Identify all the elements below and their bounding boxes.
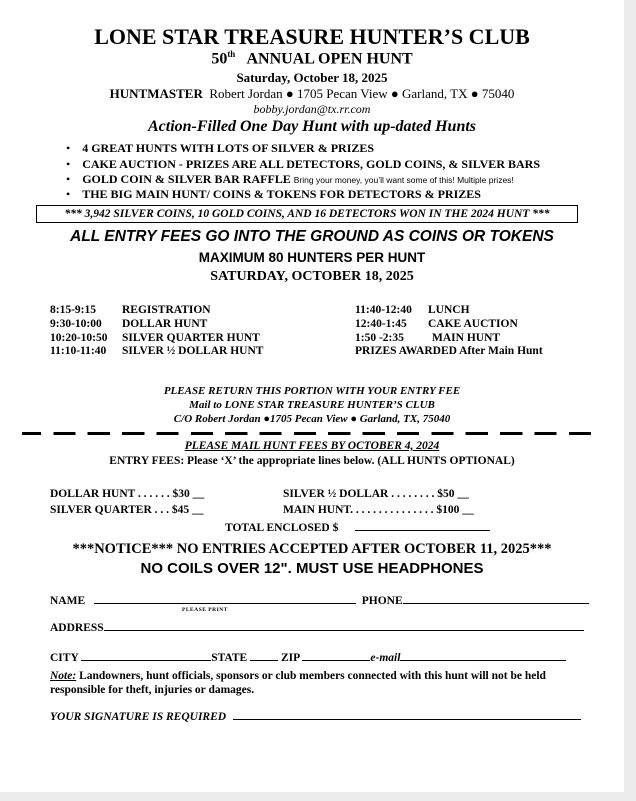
phone-label: PHONE: [361, 595, 403, 607]
name-field[interactable]: NAME PHONE: [50, 595, 589, 607]
schedule-row: 11:10-11:40 SILVER ½ DOLLAR HUNT: [50, 345, 264, 357]
total-enclosed[interactable]: TOTAL ENCLOSED $: [225, 522, 490, 534]
bullet-item: • CAKE AUCTION - PRIZES ARE ALL DETECTORS, GOLD COINS, & SILVER BARS: [66, 157, 540, 171]
fee-silver-quarter[interactable]: SILVER QUARTER . . . $45 __: [50, 504, 204, 516]
huntmaster-info: Robert Jordan ● 1705 Pecan View ● Garland, TX ● 75040: [209, 86, 515, 101]
event-date: Saturday, October 18, 2025: [236, 70, 388, 85]
address-field[interactable]: ADDRESS: [50, 622, 584, 634]
cut-line: [22, 432, 592, 435]
schedule-row: 1:50 -2:35 MAIN HUNT: [355, 332, 501, 344]
anniversary-heading: [0, 49, 624, 68]
coils-rule: NO COILS OVER 12". MUST USE HEADPHONES: [140, 560, 484, 577]
anniv-rest: ANNUAL OPEN HUNT: [246, 50, 413, 68]
liability-note: Note: Landowners, hunt officials, sponsors or club members connected with this hunt will not be held: [50, 670, 546, 682]
fee-main-hunt[interactable]: MAIN HUNT. . . . . . . . . . . . . . . $100 __: [283, 504, 474, 516]
anniv-sup: th: [227, 49, 236, 59]
email: bobby.jordan@tx.rr.com: [253, 102, 371, 116]
bullet-item: • GOLD COIN & SILVER BAR RAFFLE Bring your money, you’ll want some of this! Multiple prizes!: [66, 172, 514, 186]
fees-ground-heading: ALL ENTRY FEES GO INTO THE GROUND AS COINS OR TOKENS: [70, 228, 554, 245]
schedule-row: 9:30-10:00 DOLLAR HUNT: [50, 318, 208, 330]
tagline: Action-Filled One Day Hunt with up-dated Hunts: [147, 118, 477, 135]
notice: ***NOTICE*** NO ENTRIES ACCEPTED AFTER OCTOBER 11, 2025***: [72, 541, 552, 557]
fee-dollar-hunt[interactable]: DOLLAR HUNT . . . . . . $30 __: [50, 488, 205, 500]
schedule-row: PRIZES AWARDED After Main Hunt: [355, 345, 543, 357]
bullet-item: • THE BIG MAIN HUNT/ COINS & TOKENS FOR DETECTORS & PRIZES: [66, 187, 481, 201]
huntmaster-line: [0, 86, 624, 102]
return-address: C/O Robert Jordan ●1705 Pecan View ● Garland, TX, 75040: [173, 413, 451, 425]
schedule-row: 10:20-10:50 SILVER QUARTER HUNT: [50, 332, 260, 344]
club-title: LONE STAR TREASURE HUNTER’S CLUB: [94, 24, 530, 49]
signature-field[interactable]: YOUR SIGNATURE IS REQUIRED: [50, 711, 581, 723]
schedule-row: 8:15-9:15 REGISTRATION: [50, 304, 211, 316]
fee-instructions: ENTRY FEES: Please ‘X’ the appropriate lines below. (ALL HUNTS OPTIONAL): [109, 455, 515, 467]
liability-note-2: responsible for theft, injuries or damages.: [50, 684, 255, 696]
please-print: PLEASE PRINT: [182, 607, 228, 613]
schedule-row: 12:40-1:45 CAKE AUCTION: [355, 318, 518, 330]
results-box: *** 3,942 SILVER COINS, 10 GOLD COINS, AND 16 DETECTORS WON IN THE 2024 HUNT ***: [36, 205, 578, 223]
bullet-item: • 4 GREAT HUNTS WITH LOTS OF SILVER & PRIZES: [66, 141, 375, 155]
huntmaster-label: HUNTMASTER: [109, 86, 203, 101]
max-hunters: MAXIMUM 80 HUNTERS PER HUNT: [198, 250, 426, 265]
fee-silver-half-dollar[interactable]: SILVER ½ DOLLAR . . . . . . . . $50 __: [283, 488, 469, 500]
event-date-caps: SATURDAY, OCTOBER 18, 2025: [210, 269, 414, 284]
anniv-number: 50: [211, 50, 228, 68]
mail-deadline: PLEASE MAIL HUNT FEES BY OCTOBER 4, 2024: [184, 440, 440, 452]
city-state-zip-email[interactable]: CITY STATE ZIP e-mail: [50, 652, 566, 664]
schedule-row: 11:40-12:40 LUNCH: [355, 304, 470, 316]
return-line-2: Mail to LONE STAR TREASURE HUNTER’S CLUB: [189, 399, 435, 411]
return-line-1: PLEASE RETURN THIS PORTION WITH YOUR ENTRY FEE: [163, 385, 461, 397]
